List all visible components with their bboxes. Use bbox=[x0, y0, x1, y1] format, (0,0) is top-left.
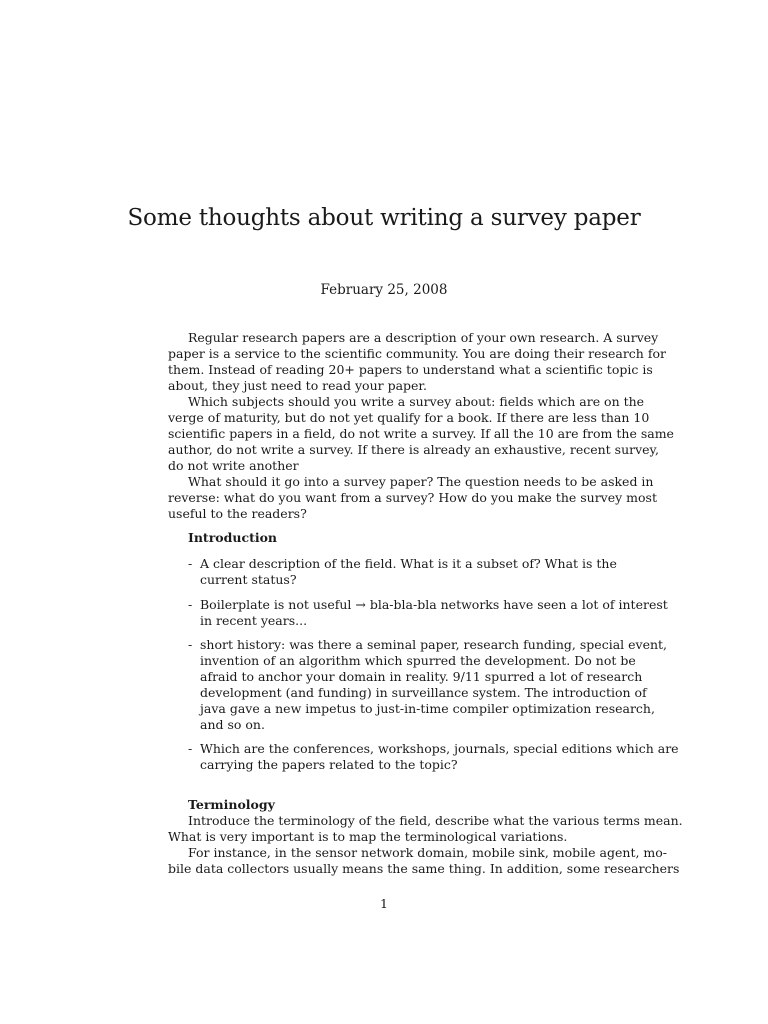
text-line: current status? bbox=[200, 572, 297, 587]
text-line: What should it go into a survey paper? The question needs to be asked in bbox=[188, 474, 654, 489]
text-line: Introduce the terminology of the field, describe what the various terms mean. bbox=[188, 813, 683, 828]
bullet-marker: - bbox=[188, 741, 193, 756]
text-line: Which are the conferences, workshops, journals, special editions which are bbox=[200, 741, 679, 756]
text-line: A clear description of the field. What is it a subset of? What is the bbox=[200, 556, 617, 571]
bullet-marker: - bbox=[188, 556, 193, 571]
text-line: reverse: what do you want from a survey? How do you make the survey most bbox=[168, 490, 657, 505]
text-line: them. Instead of reading 20+ papers to understand what a scientific topic is bbox=[168, 362, 653, 377]
text-line: verge of maturity, but do not yet qualify for a book. If there are less than 10 bbox=[168, 410, 650, 425]
text-line: Regular research papers are a description of your own research. A survey bbox=[188, 330, 659, 345]
text-line: carrying the papers related to the topic? bbox=[200, 757, 458, 772]
document-title: Some thoughts about writing a survey paper bbox=[127, 205, 641, 231]
text-line: author, do not write a survey. If there is already an exhaustive, recent survey, bbox=[168, 442, 659, 457]
text-line: paper is a service to the scientific community. You are doing their research for bbox=[168, 346, 666, 361]
text-line: short history: was there a seminal paper, research funding, special event, bbox=[200, 637, 668, 652]
bullet-marker: - bbox=[188, 637, 193, 652]
page-number: 1 bbox=[380, 896, 388, 911]
text-line: bile data collectors usually means the same thing. In addition, some researchers bbox=[168, 861, 680, 876]
text-line: useful to the readers? bbox=[168, 506, 307, 521]
text-line: For instance, in the sensor network domain, mobile sink, mobile agent, mo- bbox=[188, 845, 668, 860]
text-line: What is very important is to map the terminological variations. bbox=[168, 829, 568, 844]
text-line: invention of an algorithm which spurred the development. Do not be bbox=[200, 653, 636, 668]
text-line: Which subjects should you write a survey about: fields which are on the bbox=[188, 394, 645, 409]
text-line: afraid to anchor your domain in reality. 9/11 spurred a lot of research bbox=[200, 669, 643, 684]
text-line: do not write another bbox=[168, 458, 299, 473]
text-line: scientific papers in a field, do not write a survey. If all the 10 are from the same bbox=[168, 426, 674, 441]
text-line: about, they just need to read your paper. bbox=[168, 378, 428, 393]
text-line: java gave a new impetus to just-in-time compiler optimization research, bbox=[200, 701, 655, 716]
text-line: in recent years... bbox=[200, 613, 308, 628]
bullet-marker: - bbox=[188, 597, 193, 612]
section-heading-terminology: Terminology bbox=[188, 797, 275, 812]
document-date: February 25, 2008 bbox=[320, 282, 448, 298]
text-line: and so on. bbox=[200, 717, 265, 732]
section-heading-introduction: Introduction bbox=[188, 530, 278, 545]
text-line: Boilerplate is not useful → bla-bla-bla networks have seen a lot of interest bbox=[200, 597, 668, 612]
text-line: development (and funding) in surveillance system. The introduction of bbox=[200, 685, 647, 700]
